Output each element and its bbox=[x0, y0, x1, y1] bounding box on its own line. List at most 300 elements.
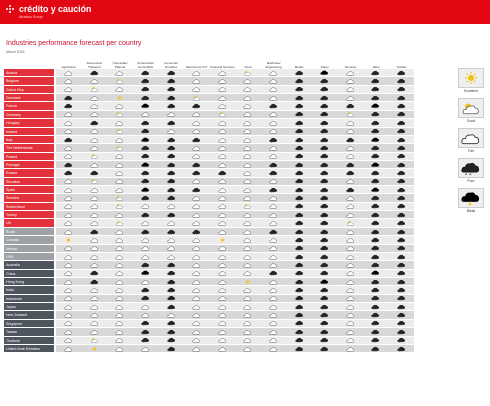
rating-cell bbox=[133, 178, 159, 186]
good-weather-icon bbox=[115, 220, 124, 226]
rating-cell bbox=[363, 337, 389, 345]
rating-cell bbox=[235, 278, 261, 286]
fair-weather-icon bbox=[243, 187, 252, 193]
poor-weather-icon bbox=[218, 170, 227, 176]
rating-cell bbox=[312, 161, 338, 169]
poor-weather-icon bbox=[167, 103, 176, 109]
fair-weather-icon bbox=[243, 170, 252, 176]
rating-cell bbox=[107, 286, 133, 294]
fair-weather-icon bbox=[346, 212, 355, 218]
poor-weather-icon bbox=[371, 312, 380, 318]
rating-cell bbox=[261, 94, 287, 102]
fair-weather-icon bbox=[90, 312, 99, 318]
table-row bbox=[4, 169, 444, 177]
fair-weather-icon bbox=[218, 187, 227, 193]
fair-weather-icon bbox=[192, 195, 201, 201]
rating-cell bbox=[363, 203, 389, 211]
fair-weather-icon bbox=[269, 120, 278, 126]
poor-weather-icon bbox=[295, 229, 304, 235]
poor-weather-icon bbox=[397, 295, 406, 301]
rating-cell bbox=[56, 236, 82, 244]
rating-cell bbox=[286, 203, 312, 211]
fair-weather-icon bbox=[64, 128, 73, 134]
fair-weather-icon bbox=[64, 70, 73, 76]
good-weather-icon bbox=[346, 220, 355, 226]
table-row bbox=[4, 245, 444, 253]
fair-weather-icon bbox=[218, 245, 227, 251]
poor-weather-icon bbox=[295, 78, 304, 84]
rating-cell bbox=[338, 236, 364, 244]
poor-weather-icon bbox=[320, 95, 329, 101]
rating-cell bbox=[235, 111, 261, 119]
rating-cell bbox=[210, 311, 236, 319]
fair-weather-icon bbox=[192, 304, 201, 310]
fair-weather-icon bbox=[218, 178, 227, 184]
rating-cell bbox=[286, 303, 312, 311]
poor-weather-icon bbox=[167, 279, 176, 285]
fair-weather-icon bbox=[346, 346, 355, 352]
rating-cell bbox=[261, 328, 287, 336]
poor-weather-icon bbox=[141, 120, 150, 126]
poor-weather-icon bbox=[397, 337, 406, 343]
rating-cell bbox=[389, 102, 415, 110]
rating-cell bbox=[56, 86, 82, 94]
rating-cell bbox=[82, 203, 108, 211]
fair-weather-icon bbox=[269, 279, 278, 285]
fair-weather-icon bbox=[218, 329, 227, 335]
rating-cell bbox=[210, 178, 236, 186]
poor-weather-icon bbox=[295, 312, 304, 318]
fair-weather-icon bbox=[167, 254, 176, 260]
poor-weather-icon bbox=[295, 195, 304, 201]
fair-weather-icon bbox=[218, 220, 227, 226]
rating-cell bbox=[235, 270, 261, 278]
poor-weather-icon bbox=[320, 237, 329, 243]
rating-cell bbox=[210, 119, 236, 127]
fair-weather-icon bbox=[141, 237, 150, 243]
fair-weather-icon bbox=[269, 212, 278, 218]
rating-cell bbox=[286, 253, 312, 261]
fair-weather-icon bbox=[115, 270, 124, 276]
rating-cell bbox=[363, 77, 389, 85]
rating-cell bbox=[363, 144, 389, 152]
rating-cell bbox=[338, 211, 364, 219]
good-weather-icon bbox=[218, 111, 227, 117]
rating-cell bbox=[158, 270, 184, 278]
sector-header: Financial Services bbox=[210, 64, 235, 69]
legend-item bbox=[456, 128, 486, 153]
rating-cell bbox=[338, 286, 364, 294]
rating-cell bbox=[107, 69, 133, 77]
rating-cell bbox=[133, 303, 159, 311]
poor-weather-icon bbox=[295, 86, 304, 92]
fair-weather-icon bbox=[115, 329, 124, 335]
rating-cell bbox=[363, 119, 389, 127]
rating-cell bbox=[107, 261, 133, 269]
fair-weather-icon bbox=[461, 131, 481, 145]
rating-cell bbox=[158, 261, 184, 269]
rating-cell bbox=[158, 295, 184, 303]
poor-weather-icon bbox=[295, 254, 304, 260]
rating-cell bbox=[312, 303, 338, 311]
country-label: Sweden bbox=[4, 194, 54, 202]
poor-weather-icon bbox=[90, 229, 99, 235]
logo-dots-icon bbox=[6, 4, 16, 14]
poor-weather-icon bbox=[397, 254, 406, 260]
country-label: Ireland bbox=[4, 128, 54, 136]
poor-weather-icon bbox=[167, 346, 176, 352]
poor-weather-icon bbox=[141, 287, 150, 293]
rating-cell bbox=[56, 270, 82, 278]
poor-weather-icon bbox=[320, 312, 329, 318]
fair-weather-icon bbox=[115, 187, 124, 193]
poor-weather-icon bbox=[371, 254, 380, 260]
table-row bbox=[4, 236, 444, 244]
fair-weather-icon bbox=[346, 287, 355, 293]
legend-label: Good bbox=[466, 119, 476, 123]
rating-cell bbox=[312, 153, 338, 161]
fair-weather-icon bbox=[64, 220, 73, 226]
fair-weather-icon bbox=[192, 86, 201, 92]
rating-cell bbox=[133, 161, 159, 169]
fair-weather-icon bbox=[167, 237, 176, 243]
poor-weather-icon bbox=[90, 279, 99, 285]
rating-cell bbox=[184, 253, 210, 261]
rating-cell bbox=[312, 102, 338, 110]
rating-cell bbox=[56, 295, 82, 303]
rating-cell bbox=[235, 69, 261, 77]
rating-cell bbox=[235, 119, 261, 127]
rating-cell bbox=[389, 311, 415, 319]
fair-weather-icon bbox=[269, 312, 278, 318]
fair-weather-icon bbox=[167, 245, 176, 251]
rating-cell bbox=[82, 169, 108, 177]
rating-cell bbox=[235, 345, 261, 353]
rating-cell bbox=[261, 144, 287, 152]
poor-weather-icon bbox=[397, 120, 406, 126]
poor-weather-icon bbox=[371, 170, 380, 176]
rating-cell bbox=[261, 303, 287, 311]
rating-cell bbox=[210, 69, 236, 77]
rating-cell bbox=[261, 320, 287, 328]
fair-weather-icon bbox=[218, 195, 227, 201]
poor-weather-icon bbox=[320, 187, 329, 193]
bleak-weather-icon bbox=[371, 270, 380, 276]
rating-cell bbox=[261, 228, 287, 236]
rating-cell bbox=[210, 320, 236, 328]
bleak-weather-icon bbox=[371, 187, 380, 193]
fair-weather-icon bbox=[90, 103, 99, 109]
poor-weather-icon bbox=[397, 170, 406, 176]
rating-cell bbox=[389, 286, 415, 294]
rating-cell bbox=[261, 111, 287, 119]
fair-weather-icon bbox=[346, 270, 355, 276]
poor-weather-icon bbox=[192, 187, 201, 193]
poor-weather-icon bbox=[371, 329, 380, 335]
fair-weather-icon bbox=[218, 103, 227, 109]
sector-header: Food bbox=[244, 64, 252, 69]
rating-cell bbox=[235, 161, 261, 169]
poor-weather-icon bbox=[167, 70, 176, 76]
fair-weather-icon bbox=[218, 229, 227, 235]
rating-cell bbox=[184, 219, 210, 227]
fair-weather-icon bbox=[64, 120, 73, 126]
rating-cell bbox=[286, 102, 312, 110]
poor-weather-icon bbox=[141, 86, 150, 92]
fair-weather-icon bbox=[269, 254, 278, 260]
rating-cell bbox=[338, 144, 364, 152]
sector-header: Machines/ Engineering bbox=[265, 61, 282, 69]
fair-weather-icon bbox=[90, 329, 99, 335]
rating-cell bbox=[82, 186, 108, 194]
fair-weather-icon bbox=[90, 262, 99, 268]
fair-weather-icon bbox=[90, 95, 99, 101]
rating-cell bbox=[312, 128, 338, 136]
table-row bbox=[4, 219, 444, 227]
bleak-weather-icon bbox=[371, 137, 380, 143]
fair-weather-icon bbox=[115, 70, 124, 76]
fair-weather-icon bbox=[64, 187, 73, 193]
fair-weather-icon bbox=[346, 337, 355, 343]
rating-cell bbox=[286, 345, 312, 353]
country-label: Canada bbox=[4, 236, 54, 244]
poor-weather-icon bbox=[397, 203, 406, 209]
rating-cell bbox=[107, 320, 133, 328]
poor-weather-icon bbox=[320, 329, 329, 335]
rating-cell bbox=[261, 178, 287, 186]
rating-cell bbox=[312, 219, 338, 227]
rating-cell bbox=[286, 311, 312, 319]
rating-cell bbox=[210, 245, 236, 253]
rating-cell bbox=[363, 136, 389, 144]
fair-weather-icon bbox=[218, 78, 227, 84]
table-row bbox=[4, 102, 444, 110]
fair-weather-icon bbox=[243, 137, 252, 143]
rating-cell bbox=[312, 337, 338, 345]
rating-cell bbox=[210, 77, 236, 85]
page-title: Industries performance forecast per country bbox=[6, 40, 142, 47]
rating-cell bbox=[158, 228, 184, 236]
rating-cell bbox=[82, 278, 108, 286]
poor-weather-icon bbox=[346, 187, 355, 193]
rating-cell bbox=[184, 153, 210, 161]
fair-weather-icon bbox=[192, 295, 201, 301]
rating-cell bbox=[158, 278, 184, 286]
rating-cell bbox=[286, 178, 312, 186]
poor-weather-icon bbox=[346, 162, 355, 168]
poor-weather-icon bbox=[320, 170, 329, 176]
country-label: Italy bbox=[4, 136, 54, 144]
rating-cell bbox=[312, 203, 338, 211]
rating-cell bbox=[158, 320, 184, 328]
fair-weather-icon bbox=[346, 312, 355, 318]
rating-cell bbox=[286, 111, 312, 119]
rating-cell bbox=[389, 153, 415, 161]
rating-cell bbox=[56, 219, 82, 227]
poor-weather-icon bbox=[167, 162, 176, 168]
poor-weather-icon bbox=[269, 170, 278, 176]
rating-cell bbox=[235, 320, 261, 328]
rating-cell bbox=[338, 253, 364, 261]
poor-weather-icon bbox=[141, 337, 150, 343]
rating-cell bbox=[261, 295, 287, 303]
rating-cell bbox=[235, 128, 261, 136]
poor-weather-icon bbox=[320, 111, 329, 117]
rating-cell bbox=[210, 144, 236, 152]
poor-weather-icon bbox=[320, 220, 329, 226]
fair-weather-icon bbox=[243, 212, 252, 218]
rating-cell bbox=[389, 86, 415, 94]
rating-cell bbox=[312, 86, 338, 94]
country-label: China bbox=[4, 270, 54, 278]
rating-cell bbox=[312, 194, 338, 202]
rating-cell bbox=[133, 337, 159, 345]
sector-header: Consumer Durables bbox=[164, 61, 179, 69]
legend-label: Fair bbox=[468, 149, 474, 153]
fair-weather-icon bbox=[64, 195, 73, 201]
rating-cell bbox=[107, 194, 133, 202]
fair-weather-icon bbox=[346, 279, 355, 285]
fair-weather-icon bbox=[192, 254, 201, 260]
rating-cell bbox=[56, 261, 82, 269]
fair-weather-icon bbox=[243, 120, 252, 126]
rating-cell bbox=[261, 69, 287, 77]
legend-item bbox=[456, 158, 486, 183]
fair-weather-icon bbox=[192, 70, 201, 76]
rating-cell bbox=[107, 253, 133, 261]
rating-cell bbox=[184, 278, 210, 286]
poor-weather-icon bbox=[141, 195, 150, 201]
rating-cell bbox=[338, 136, 364, 144]
poor-weather-icon bbox=[167, 86, 176, 92]
fair-weather-icon bbox=[243, 346, 252, 352]
poor-weather-icon bbox=[192, 170, 201, 176]
excellent-weather-icon bbox=[218, 237, 227, 243]
table-row bbox=[4, 86, 444, 94]
fair-weather-icon bbox=[269, 195, 278, 201]
fair-weather-icon bbox=[115, 254, 124, 260]
rating-cell bbox=[235, 286, 261, 294]
rating-cell bbox=[184, 320, 210, 328]
rating-cell bbox=[82, 328, 108, 336]
rating-cell bbox=[107, 270, 133, 278]
fair-weather-icon bbox=[218, 162, 227, 168]
rating-cell bbox=[184, 211, 210, 219]
poor-weather-icon bbox=[397, 212, 406, 218]
fair-weather-icon bbox=[269, 287, 278, 293]
poor-weather-icon bbox=[141, 212, 150, 218]
poor-weather-icon bbox=[320, 103, 329, 109]
country-label: USA bbox=[4, 253, 54, 261]
fair-weather-icon bbox=[64, 262, 73, 268]
rating-cell bbox=[184, 178, 210, 186]
fair-weather-icon bbox=[115, 212, 124, 218]
poor-weather-icon bbox=[320, 137, 329, 143]
excellent-weather-icon bbox=[115, 95, 124, 101]
table-row bbox=[4, 144, 444, 152]
fair-weather-icon bbox=[192, 153, 201, 159]
rating-cell bbox=[82, 270, 108, 278]
rating-cell bbox=[133, 286, 159, 294]
fair-weather-icon bbox=[90, 295, 99, 301]
rating-cell bbox=[235, 178, 261, 186]
poor-weather-icon bbox=[371, 220, 380, 226]
rating-cell bbox=[184, 77, 210, 85]
table-row bbox=[4, 295, 444, 303]
poor-weather-icon bbox=[320, 346, 329, 352]
table-row bbox=[4, 186, 444, 194]
good-weather-icon bbox=[243, 70, 252, 76]
rating-cell bbox=[158, 136, 184, 144]
rating-cell bbox=[235, 102, 261, 110]
rating-cell bbox=[107, 178, 133, 186]
rating-cell bbox=[158, 253, 184, 261]
fair-weather-icon bbox=[218, 95, 227, 101]
poor-weather-icon bbox=[320, 128, 329, 134]
fair-weather-icon bbox=[90, 162, 99, 168]
fair-weather-icon bbox=[90, 320, 99, 326]
poor-weather-icon bbox=[64, 162, 73, 168]
poor-weather-icon bbox=[320, 337, 329, 343]
rating-cell bbox=[56, 186, 82, 194]
fair-weather-icon bbox=[192, 203, 201, 209]
poor-weather-icon bbox=[346, 137, 355, 143]
poor-weather-icon bbox=[371, 86, 380, 92]
rating-cell bbox=[286, 136, 312, 144]
fair-weather-icon bbox=[64, 111, 73, 117]
fair-weather-icon bbox=[243, 329, 252, 335]
rating-cell bbox=[107, 219, 133, 227]
rating-cell bbox=[363, 102, 389, 110]
poor-weather-icon bbox=[397, 329, 406, 335]
fair-weather-icon bbox=[64, 254, 73, 260]
good-weather-icon bbox=[115, 78, 124, 84]
rating-cell bbox=[389, 203, 415, 211]
poor-weather-icon bbox=[397, 346, 406, 352]
fair-weather-icon bbox=[346, 153, 355, 159]
fair-weather-icon bbox=[90, 137, 99, 143]
country-label: Singapore bbox=[4, 320, 54, 328]
poor-weather-icon bbox=[141, 128, 150, 134]
rating-cell bbox=[210, 128, 236, 136]
fair-weather-icon bbox=[115, 162, 124, 168]
good-weather-icon bbox=[461, 101, 481, 115]
rating-cell bbox=[56, 69, 82, 77]
fair-weather-icon bbox=[218, 203, 227, 209]
good-weather-icon bbox=[90, 178, 99, 184]
rating-cell bbox=[363, 69, 389, 77]
rating-cell bbox=[389, 128, 415, 136]
poor-weather-icon bbox=[371, 295, 380, 301]
fair-weather-icon bbox=[90, 187, 99, 193]
fair-weather-icon bbox=[346, 329, 355, 335]
country-label: Australia bbox=[4, 261, 54, 269]
rating-cell bbox=[184, 228, 210, 236]
rating-cell bbox=[235, 77, 261, 85]
fair-weather-icon bbox=[64, 337, 73, 343]
fair-weather-icon bbox=[192, 78, 201, 84]
poor-weather-icon bbox=[141, 178, 150, 184]
poor-weather-icon bbox=[295, 203, 304, 209]
fair-weather-icon bbox=[346, 70, 355, 76]
rating-cell bbox=[338, 311, 364, 319]
poor-weather-icon bbox=[320, 229, 329, 235]
country-label: Russia bbox=[4, 169, 54, 177]
legend-label: Poor bbox=[467, 179, 475, 183]
bleak-weather-icon bbox=[141, 103, 150, 109]
rating-cell bbox=[133, 219, 159, 227]
rating-cell bbox=[389, 136, 415, 144]
